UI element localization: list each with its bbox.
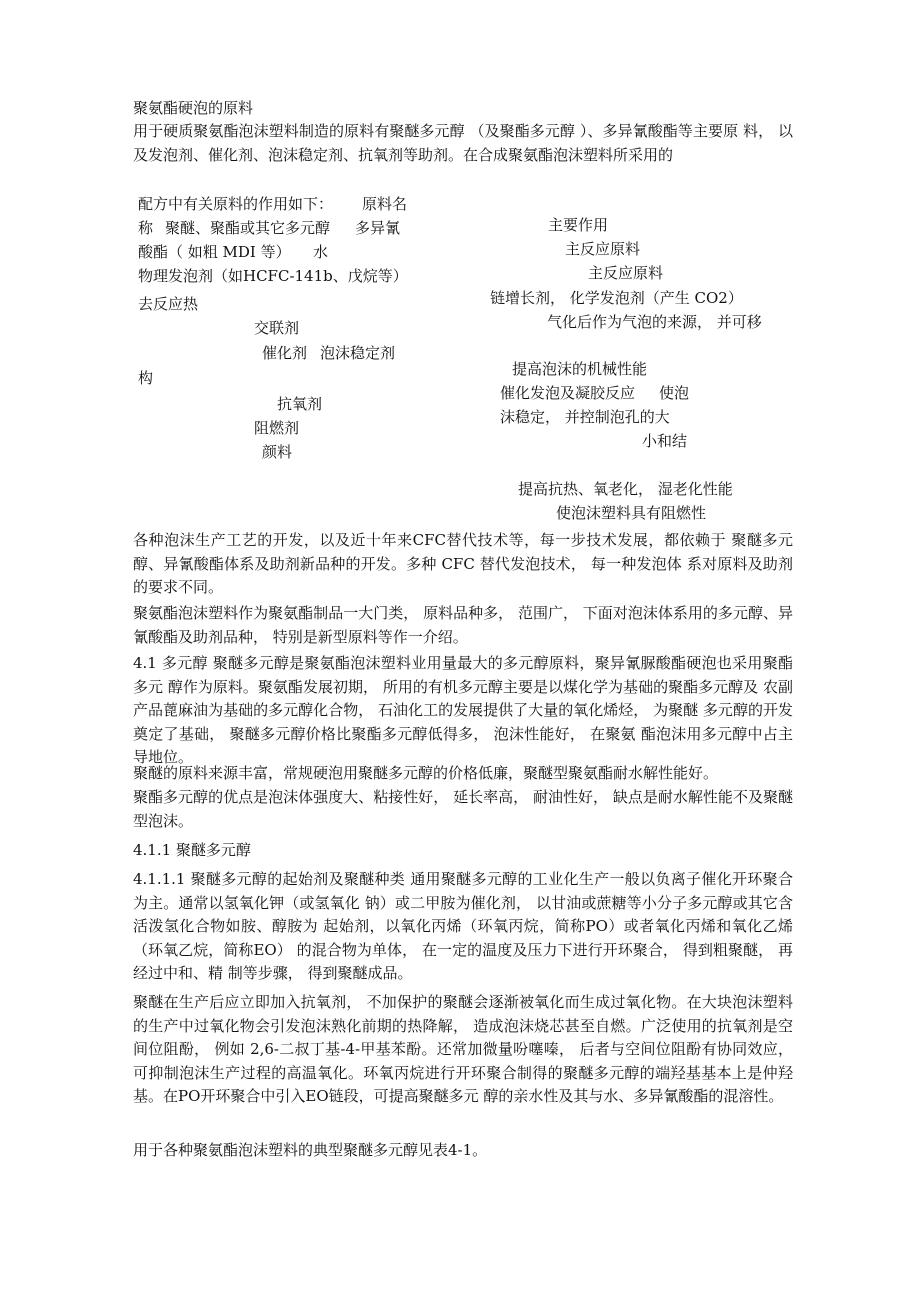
row7-role-a: 使泡: [659, 384, 690, 402]
row3-role: 链增长剂， 化学发泡剂（产生 CO2）: [490, 289, 743, 307]
row4-role-a: 气化后作为气泡的来源， 并可移: [547, 313, 762, 331]
header-role: 主要作用: [548, 216, 609, 234]
row8-name: 抗氧剂: [277, 395, 323, 413]
row5-name: 交联剂: [254, 319, 300, 337]
row2-name-b: 酸酯（ 如粗 MDI 等）: [138, 243, 291, 261]
row2-name-a: 多异氰: [355, 219, 401, 237]
header-name-a: 原料名: [362, 195, 408, 213]
paragraph-2: 聚氨酯泡沫塑料作为聚氨酯制品一大门类， 原料品种多， 范围广， 下面对泡沫体系用的多元醇、异氰酸酯及助剂品种， 特别是新型原料等作一介绍。: [133, 604, 793, 646]
document-title: 聚氨酯硬泡的原料: [133, 99, 254, 117]
paragraph-4: 聚醚的原料来源丰富，常规硬泡用聚醚多元醇的价格低廉，聚醚型聚氨酯耐水解性能好。: [133, 764, 719, 782]
row9-role: 使泡沫塑料具有阻燃性: [556, 504, 707, 522]
row4-name: 物理发泡剂（如HCFC-141b、戊烷等）: [138, 267, 408, 285]
paragraph-7: 聚醚在生产后应立即加入抗氧剂， 不加保护的聚醚会逐渐被氧化而生成过氧化物。在大块泡沫塑料的生产中过氧化物会引发泡沫熟化前期的热降解， 造成泡沫烧芯甚至自燃。广泛使用的抗氧剂是空间位阻酚， 例如 2,6-二叔丁基-4-甲基苯酚。还常加微量吩噻嗪， 后者与空间位阻酚有协同效应， 可抑制泡沫生产过程的高温氧化。环氧丙烷进行开环聚合制得的聚醚多元醇的端羟基基本上是仲羟基。在PO开环聚合中引入EO链段，可提高聚醚多元 醇的亲水性及其与水、多异氰酸酯的混溶性。: [133, 993, 793, 1105]
intro-paragraph: 用于硬质聚氨酯泡沫塑料制造的原料有聚醚多元醇 （及聚酯多元醇 ）、多异氰酸酯等主要原 料， 以及发泡剂、催化剂、泡沫稳定剂、抗氧剂等助剂。在合成聚氨酯泡沫塑料所采用的: [133, 122, 793, 164]
row6-role: 催化发泡及凝胶反应: [500, 384, 636, 402]
paragraph-3: 4.1 多元醇 聚醚多元醇是聚氨酯泡沫塑料业用量最大的多元醇原料，聚异氰脲酸酯硬泡也采用聚酯多元 醇作为原料。聚氨酯发展初期， 所用的有机多元醇主要是以煤化学为基础的聚酯多元醇及 农副产品蓖麻油为基础的多元醇化合物， 石油化工的发展提供了大量的氧化烯烃， 为聚醚 多元醇的开发奠定了基础， 聚醚多元醇价格比聚酯多元醇低得多， 泡沫性能好， 在聚氨 酯泡沫用多元醇中占主导地位。: [133, 654, 793, 766]
row10-name: 颜料: [262, 443, 293, 461]
paragraph-6: 4.1.1.1 聚醚多元醇的起始剂及聚醚种类 通用聚醚多元醇的工业化生产一般以负离子催化开环聚合为主。通常以氢氧化钾（或氢氧化 钠）或二甲胺为催化剂， 以甘油或蔗糖等小分子多元醇或其它含活泼氢化合物如胺、醇胺为 起始剂，以氧化丙烯（环氧丙烷，简称PO）或者氧化丙烯和氧化乙烯（环氧乙烷，简称EO） 的混合物为单体， 在一定的温度及压力下进行开环聚合， 得到粗聚醚， 再经过中和、精 制等步骤， 得到聚醚成品。: [133, 870, 793, 982]
row5-role: 提高泡沫的机械性能: [512, 360, 648, 378]
row7-role-d: 构: [138, 369, 154, 387]
row1-name: 聚醚、聚酯或其它多元醇: [165, 219, 331, 237]
row8-role: 提高抗热、氧老化， 湿老化性能: [518, 480, 733, 498]
header-name-b: 称: [138, 219, 154, 237]
row7-name: 泡沫稳定剂: [320, 344, 396, 362]
row4-role-b: 去反应热: [138, 295, 199, 313]
row2-role: 主反应原料: [588, 264, 664, 282]
row7-role-c: 小和结: [642, 432, 688, 450]
section-heading-4-1-1: 4.1.1 聚醚多元醇: [133, 841, 251, 859]
row9-name: 阻燃剂: [254, 419, 300, 437]
paragraph-8: 用于各种聚氨酯泡沫塑料的典型聚醚多元醇见表4-1。: [133, 1141, 488, 1159]
paragraph-1: 各种泡沫生产工艺的开发，以及近十年来CFC替代技术等，每一步技术发展，都依赖于 聚醚多元醇、异氰酸酯体系及助剂新品种的开发。多种 CFC 替代发泡技术， 每一种发泡体 系对原料及助剂的要求不同。: [133, 531, 793, 596]
row3-name: 水: [313, 243, 329, 261]
paragraph-5: 聚酯多元醇的优点是泡沫体强度大、粘接性好， 延长率高， 耐油性好， 缺点是耐水解性能不及聚醚型泡沫。: [133, 788, 793, 830]
row7-role-b: 沫稳定， 并控制泡孔的大: [500, 408, 670, 426]
row6-name: 催化剂: [262, 344, 308, 362]
row1-role: 主反应原料: [565, 240, 641, 258]
table-lead: 配方中有关原料的作用如下：: [138, 195, 334, 213]
